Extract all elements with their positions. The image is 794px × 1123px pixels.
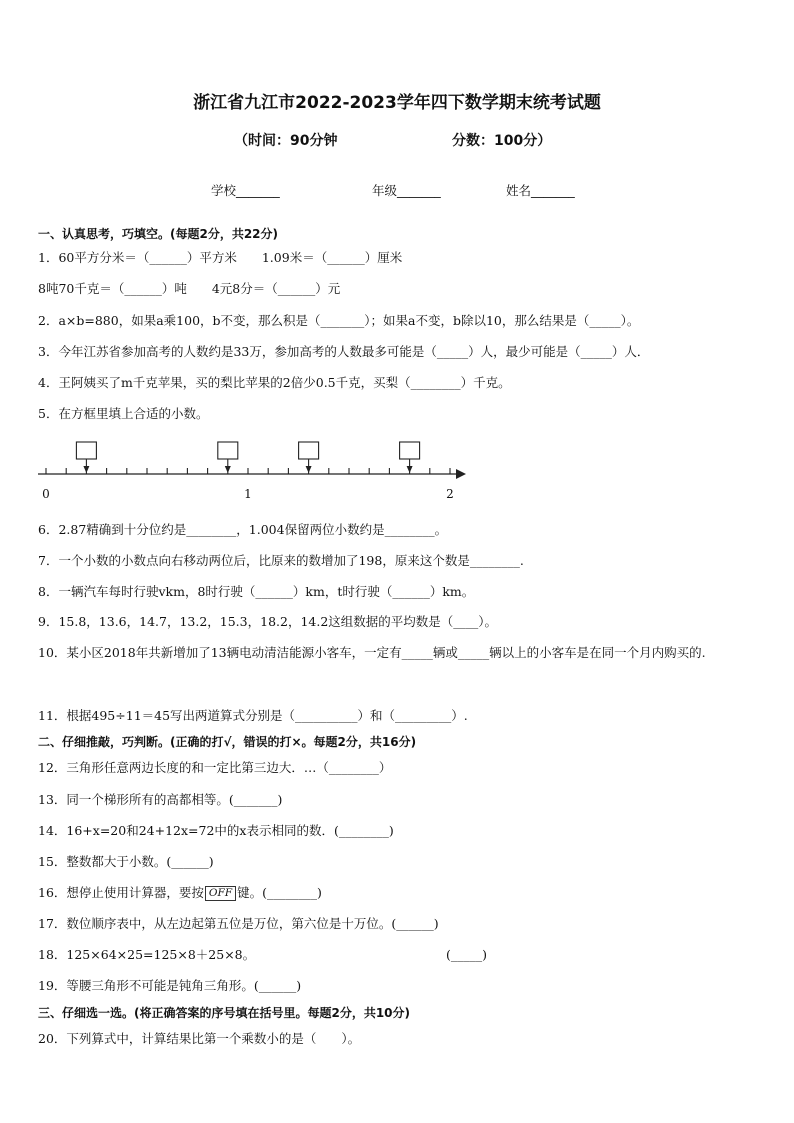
answer-box [218,442,238,459]
pointer-arrow-icon [306,466,312,473]
question-13: 13．同一个梯形所有的高都相等。(_______) [38,792,283,807]
number-line-axis [38,442,466,501]
question-20: 20．下列算式中，计算结果比第一个乘数小的是（ ）。 [38,1031,361,1046]
arrow-icon [456,469,466,479]
exam-score: 分数：100分） [452,133,552,149]
question-11: 11．根据495÷11＝45写出两道算式分别是（__________）和（_________）. [38,708,468,723]
exam-subtitle [234,130,574,150]
question-18: 18．125×64×25=125×8＋25×8。 [38,947,256,962]
question-1b: 8吨70千克＝（______）吨 4元8分＝（______）元 [38,281,341,296]
section-heading: 一、认真思考，巧填空。(每题2分，共22分) [38,227,279,241]
question-17: 17．数位顺序表中，从左边起第五位是万位，第六位是十万位。(______) [38,916,439,931]
question-14: 14．16+x=20和24+12x=72中的x表示相同的数．(________) [38,823,394,838]
tick-label: 1 [244,487,252,501]
answer-box [400,442,420,459]
pointer-arrow-icon [83,466,89,473]
question-3: 3．今年江苏省参加高考的人数约是33万，参加高考的人数最多可能是（_____）人，最少可能是（_____）人． [38,344,650,359]
question-15: 15．整数都大于小数。(______) [38,854,214,869]
section-heading: 三、仔细选一选。(将正确答案的序号填在括号里。每题2分，共10分) [38,1006,411,1020]
question-1a: 1．60平方分米＝（______）平方米 1.09米＝（______）厘米 [38,250,403,265]
question-9: 9．15.8，13.6，14.7，13.2，15.3，18.2，14.2这组数据的平均数是（____）。 [38,614,498,629]
exam-title: 浙江省九江市2022-2023学年四下数学期末统考试题 [193,93,601,113]
tick-label: 2 [446,487,454,501]
question-2: 2．a×b=880，如果a乘100，b不变，那么积是（_______）；如果a不变，b除以10，那么结果是（_____）。 [38,313,640,328]
section-heading: 二、仔细推敲，巧判断。(正确的打√，错误的打×。每题2分，共16分) [38,735,417,749]
question-10: 10．某小区2018年共新增加了13辆电动清洁能源小客车，一定有_____辆或_____辆以上的小客车是在同一个月内购买的. [38,645,706,660]
question-19: 19．等腰三角形不可能是钝角三角形。(______) [38,978,302,993]
question-4: 4．王阿姨买了m千克苹果，买的梨比苹果的2倍少0.5千克，买梨（________）千克。 [38,375,511,390]
question-8: 8．一辆汽车每时行驶vkm，8时行驶（______）km，t时行驶（______）km。 [38,584,475,599]
number-line-figure [38,436,478,506]
question-18-blank: (_____) [446,947,488,962]
tick-label: 0 [42,487,50,501]
pointer-arrow-icon [225,466,231,473]
pointer-arrow-icon [407,466,413,473]
question-12: 12．三角形任意两边长度的和一定比第三边大．…（________） [38,760,392,775]
question-7: 7．一个小数的小数点向右移动两位后，比原来的数增加了198，原来这个数是________. [38,553,524,568]
answer-box [76,442,96,459]
grade-field: 年级_______ [372,183,441,198]
answer-box [299,442,319,459]
question-16-blank: 键。(________) [237,885,322,900]
calculator-off-key-icon: OFF [205,886,236,901]
name-field: 姓名_______ [506,183,575,198]
school-field: 学校_______ [211,183,280,198]
exam-time: （时间：90分钟 [234,133,338,149]
question-5: 5．在方框里填上合适的小数。 [38,406,209,421]
question-16-text: 16．想停止使用计算器，要按 [38,885,204,900]
question-16 [38,884,322,902]
question-6: 6．2.87精确到十分位约是________，1.004保留两位小数约是________。 [38,522,448,537]
